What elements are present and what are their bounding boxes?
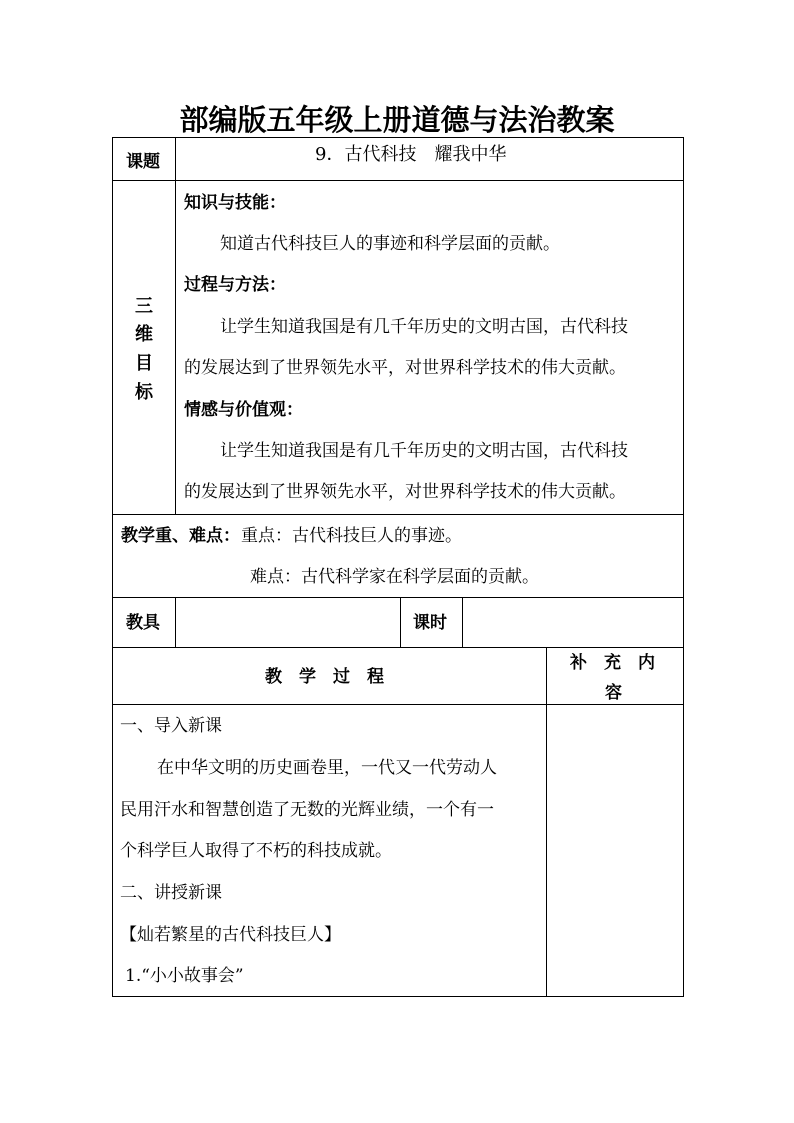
tools-label: 教具 [126, 613, 160, 633]
key-points-label: 教学重、难点： [121, 526, 240, 546]
row-divider [112, 704, 684, 705]
emotion-heading: 情感与价值观： [184, 400, 303, 420]
document-title: 部编版五年级上册道德与法治教案 [179, 103, 615, 137]
difficult-point-text: 难点：古代科学家在科学层面的贡献。 [250, 567, 539, 587]
row-divider [112, 514, 684, 515]
period-label: 课时 [413, 613, 447, 633]
row-divider [112, 597, 684, 598]
period-column-divider [462, 597, 463, 648]
supplement-header: 容 [605, 683, 622, 703]
label-column-divider [175, 137, 176, 515]
table-border-left [112, 137, 113, 997]
supplement-header: 补 充 内 [570, 653, 655, 673]
process-heading: 过程与方法： [184, 275, 286, 295]
topic-value: 9．古代科技 耀我中华 [315, 144, 507, 165]
table-border-top [112, 137, 684, 138]
topic-label: 课题 [126, 152, 160, 172]
objectives-label-char: 三 [135, 296, 153, 317]
paragraph-line: 民用汗水和智慧创造了无数的光辉业绩，一个有一 [120, 800, 494, 820]
paragraph-line: 在中华文明的历史画卷里，一代又一代劳动人 [157, 758, 497, 778]
knowledge-heading: 知识与技能： [184, 193, 286, 213]
objectives-label-char: 目 [135, 353, 153, 374]
supplement-column-divider [546, 647, 547, 997]
emotion-text: 让学生知道我国是有几千年历史的文明古国，古代科技 [220, 441, 628, 461]
process-text: 让学生知道我国是有几千年历史的文明古国，古代科技 [220, 317, 628, 337]
row-divider [112, 647, 684, 648]
process-text: 的发展达到了世界领先水平，对世界科学技术的伟大贡献。 [184, 358, 626, 378]
knowledge-text: 知道古代科技巨人的事迹和科学层面的贡献。 [220, 234, 560, 254]
paragraph-line: 个科学巨人取得了不朽的科技成就。 [120, 841, 392, 861]
emotion-text: 的发展达到了世界领先水平，对世界科学技术的伟大贡献。 [184, 482, 626, 502]
section-heading: 一、导入新课 [120, 716, 222, 736]
key-point-text: 重点：古代科技巨人的事迹。 [241, 526, 462, 546]
row-divider [112, 180, 684, 181]
list-item: 1.“小小故事会” [125, 966, 244, 986]
objectives-label-char: 标 [135, 382, 153, 403]
label-column-divider [175, 597, 176, 648]
tools-column-divider [400, 597, 401, 648]
table-border-bottom [112, 996, 684, 997]
subheading: 【灿若繁星的古代科技巨人】 [120, 925, 341, 945]
table-border-right [683, 137, 684, 997]
process-header: 教 学 过 程 [265, 667, 384, 687]
section-heading: 二、讲授新课 [120, 883, 222, 903]
objectives-label-char: 维 [135, 324, 153, 345]
